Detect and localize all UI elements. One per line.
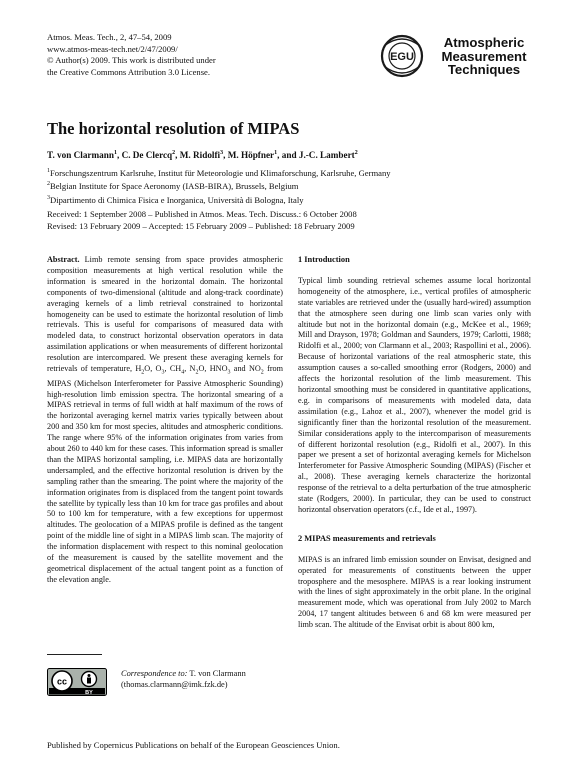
abstract-label: Abstract. [47, 255, 80, 264]
journal-name-line: Atmospheric [443, 35, 525, 50]
author-separator: , [175, 150, 180, 161]
journal-name-line: Techniques [447, 62, 521, 78]
copyright-line: © Author(s) 2009. This work is distributed under [47, 55, 216, 66]
affiliation-mark: 3 [47, 194, 50, 201]
abstract-column [47, 255, 283, 586]
affiliation-text: Forschungszentrum Karlsruhe, Institut für Meteorologie und Klimaforschung, Karlsruhe, Germany [50, 167, 391, 178]
creative-commons-badge-icon[interactable] [47, 668, 107, 696]
license-line: the Creative Commons Attribution 3.0 License. [47, 66, 211, 77]
section-heading-mipas: 2 MIPAS measurements and retrievals [298, 533, 436, 543]
author-affiliation-mark: 2 [354, 150, 358, 156]
author-affiliation-mark: 1 [113, 150, 117, 156]
author-separator: , [223, 150, 228, 161]
journal-name-line: Measurement [441, 48, 527, 64]
affiliation-mark: 2 [47, 181, 50, 188]
affiliation-text: Belgian Institute for Space Aeronomy (IASB-BIRA), Brussels, Belgium [50, 181, 299, 192]
author-name: J.-C. Lambert [298, 150, 355, 161]
author-separator: , and [277, 150, 299, 161]
egu-mark-icon [378, 28, 428, 84]
egu-mark-letters: EGU [390, 51, 414, 63]
citation-header [47, 32, 216, 78]
introduction-text: Typical limb sounding retrieval schemes assume local horizontal homogeneity of the atmosphere, i.e., vertical profiles of atmospheric state variables are retrieved under the (usually hard-wired) assumption that the atmosphere seen during one limb scan varies only with altitude but not in the horizontal domain (e.g., McKee et al., 1969; Mill and Drayson, 1978; Goldman and Saunders, 1979; Carlotti, 1988; Ridolfi et al., 2000; von Clarmann et al., 2003; Raspollini et al., 2006). Because of horizontal variations of the real atmospheric state, this assumption causes a so-called smoothing error (Rodgers, 2000) and affects the horizontal resolution of the limb measurement. This horizontal smoothing must be considered in quantitative applications, e.g. in comparisons of measurements with modeled data, data assimilation (e.g., Lahoz et al., 2007), whenever the model grid is significantly finer than the horizontal resolution of the measurement. Similar considerations apply to the intercomparison of measurements of different horizontal resolution (e.g., Ridolfi et al., 2007). In this paper we present a set of horizontal averaging kernels for Michelson Interferometer for Passive Atmospheric Sounding (MIPAS) (Fischer et al., 2008). These averaging kernels characterize the horizontal response of the retrieval to a delta perturbation of the true atmospheric state (Rodgers, 2000). In particular, they can be used to construct horizontal observation operators (c.f., Ide et al., 1997). [298, 275, 531, 514]
citation-line: Atmos. Meas. Tech., 2, 47–54, 2009 [47, 32, 172, 42]
publisher-footer: Published by Copernicus Publications on behalf of the European Geosciences Union. [47, 740, 340, 750]
author-affiliation-mark: 2 [172, 150, 176, 156]
publication-dates [47, 209, 357, 232]
footnote-divider [47, 654, 102, 655]
cc-by-label: BY [85, 690, 93, 696]
affiliation [47, 166, 391, 179]
author-affiliation-mark: 3 [220, 150, 224, 156]
author-affiliation-mark: 1 [274, 150, 278, 156]
correspondence [121, 668, 246, 691]
author-name: T. von Clarmann [47, 150, 114, 161]
author-name: C. De Clercq [121, 150, 173, 161]
correspondence-name: T. von Clarmann [187, 669, 246, 678]
mipas-text: MIPAS is an infrared limb emission sounder on Envisat, designed and operated for measurements of constituents between the upper troposphere and the mesosphere. MIPAS is a rear looking instrument with the lines of sight approximately in the orbit plane. In the original measurement mode, which was operational from July 2002 to March 2004, 17 tangent altitudes between 6 and 68 km were measured per limb scan. The altitude of the Envisat orbit is about 800 km, [298, 554, 531, 630]
correspondence-email[interactable]: (thomas.clarmann@imk.fzk.de) [121, 680, 228, 690]
journal-url[interactable]: www.atmos-meas-tech.net/2/47/2009/ [47, 43, 178, 54]
affiliation [47, 179, 391, 192]
author-separator: , [116, 150, 122, 161]
author-name: M. Ridolfi [179, 150, 221, 161]
affiliation-mark: 1 [47, 168, 50, 174]
received-line: Received: 1 September 2008 – Published in Atmos. Meas. Tech. Discuss.: 6 October 2008 [47, 209, 357, 219]
affiliation-text: Dipartimento di Chimica Fisica e Inorganica, Università di Bologna, Italy [50, 194, 304, 205]
revised-line: Revised: 13 February 2009 – Accepted: 15 February 2009 – Published: 18 February 2009 [47, 220, 355, 231]
author-name: M. Höpfner [227, 150, 275, 161]
abstract-text: Abstract. Limb remote sensing from space provides atmospheric composition measurements at high vertical resolution while the information is smeared in the horizontal domain. The horizontal components of two-dimensional (altitude and along-track coordinate) averaging kernels of a limb retrieval constrained to horizontal homogeneity can be used to estimate the horizontal resolution of limb retrievals. This is useful for comparisons of measured data with modeled data, to construct horizontal observation operators in data assimilation applications or when measurements of different horizontal resolution are intercompared. We present these averaging kernels for retrievals of temperature, $H_2O$, $O_3$, $CH_4$, $N_2O$, $HNO_3$ and $NO_2$ from MIPAS (Michelson Interferometer for Passive Atmospheric Sounding) high-resolution limb emission spectra. The horizontal smearing of a MIPAS retrieval in terms of full width at half maximum of the rows of the horizontal averaging kernel matrix varies typically between about 200 and 350 km for most species, altitudes and atmospheric conditions. The range where 95% of the information originates from varies from about 260 to 440 km for these cases. This information spread is smaller than the MIPAS horizontal sampling, i.e. MIPAS data are horizontally undersampled, and the effective horizontal resolution is driven by the sampling rather than the smearing. The point where the majority of the information originates from is displaced from the tangent point towards the satellite by typically less than 10 km for trace gas profiles and about 50 to 100 km for temperature, with a few exceptions for uppermost altitudes. The geolocation of a MIPAS profile is defined as the tangent point of the middle line of sight in a MIPAS limb scan. The majority of the information displacement with respect to this nominal geolocation of the measurement is caused by the satellite movement and the geometrical displacement of the actual tangent point as a function of the elevation angle. [47, 255, 284, 584]
paper-title: The horizontal resolution of MIPAS [47, 119, 300, 138]
author-list [47, 150, 358, 160]
journal-logo [378, 28, 538, 84]
affiliation [47, 193, 391, 206]
section-heading-introduction: 1 Introduction [298, 255, 350, 264]
journal-name [424, 36, 544, 77]
body-column [298, 255, 531, 631]
correspondence-label: Correspondence to: [121, 669, 188, 678]
affiliation-list [47, 166, 391, 206]
svg-text:cc: cc [56, 676, 68, 687]
